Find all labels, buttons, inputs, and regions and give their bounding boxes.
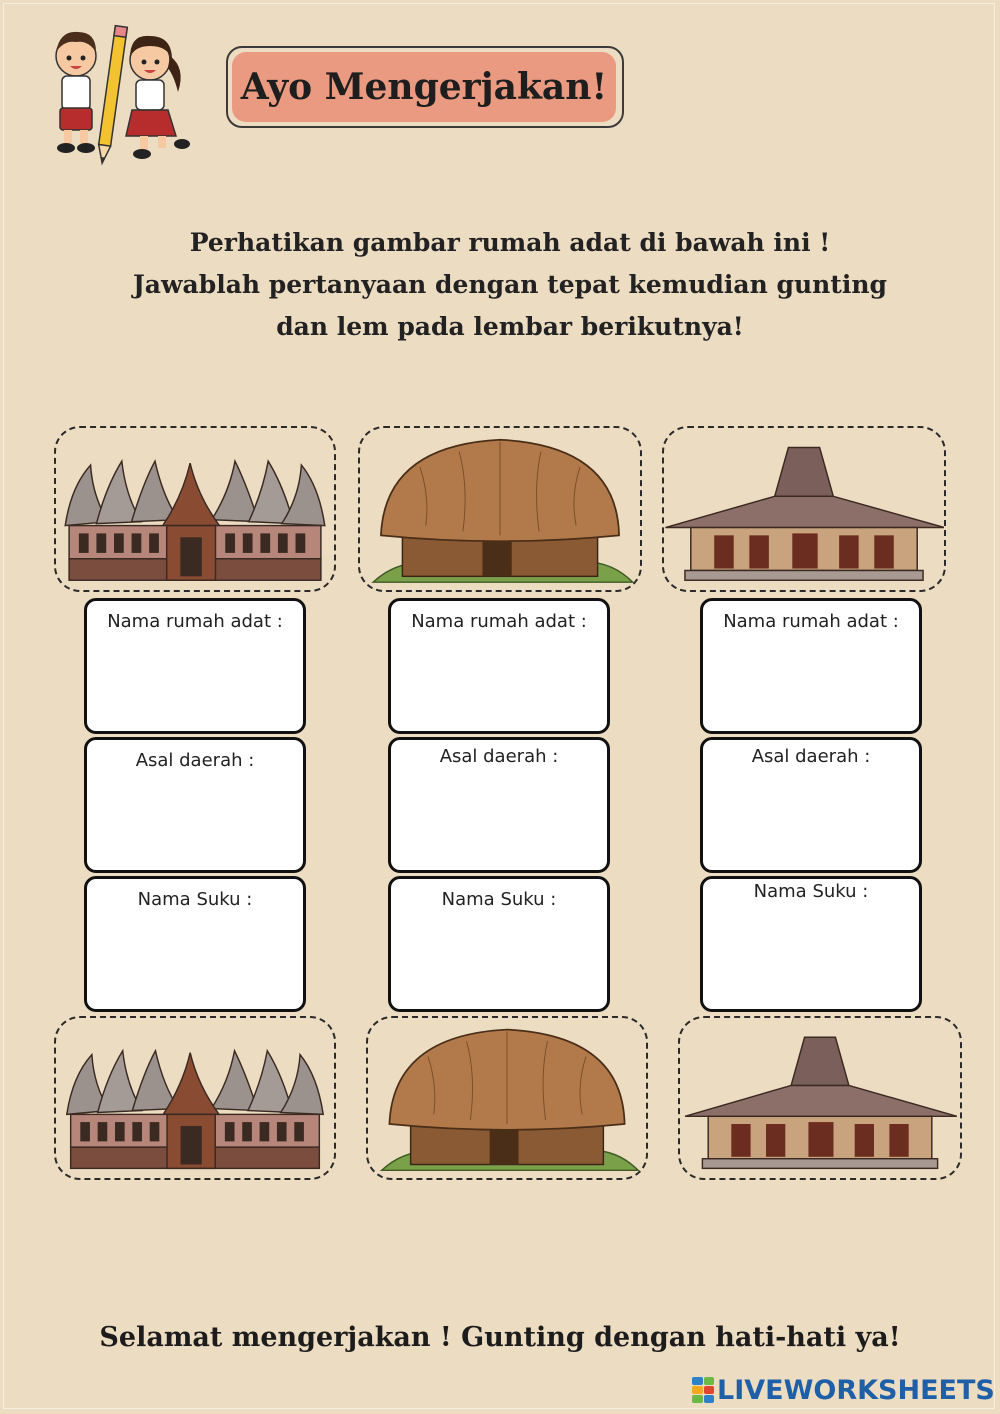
house-cutout-rumah-gadang xyxy=(54,1016,336,1180)
answer-label: Asal daerah : xyxy=(439,746,559,767)
answer-label: Asal daerah : xyxy=(751,746,871,767)
answer-label: Nama rumah adat : xyxy=(107,611,283,632)
page-title: Ayo Mengerjakan! xyxy=(232,52,616,122)
answer-label: Nama Suku : xyxy=(753,881,869,902)
house-cutout-joglo xyxy=(678,1016,962,1180)
rumah-gadang-icon xyxy=(56,428,334,590)
answer-label: Nama Suku : xyxy=(137,889,253,910)
instruction-line: Jawablah pertanyaan dengan tepat kemudian gunting xyxy=(132,270,888,299)
house-cutout-honai xyxy=(358,426,642,592)
answer-label: Nama rumah adat : xyxy=(723,611,899,632)
liveworksheets-logo[interactable] xyxy=(692,1374,995,1406)
liveworksheets-wordmark: LIVEWORKSHEETS xyxy=(717,1374,995,1406)
answer-label: Nama rumah adat : xyxy=(411,611,587,632)
house-cutout-joglo xyxy=(662,426,946,592)
house-cutout-honai xyxy=(366,1016,648,1180)
kids-with-pencil-icon xyxy=(38,18,198,168)
answer-label: Asal daerah : xyxy=(135,750,255,771)
answer-box-nama-rumah-adat[interactable] xyxy=(84,598,306,734)
answer-box-nama-suku[interactable] xyxy=(388,876,610,1012)
answer-box-nama-rumah-adat[interactable] xyxy=(388,598,610,734)
instructions xyxy=(100,222,920,348)
answer-label: Nama Suku : xyxy=(441,889,557,910)
instruction-line: Perhatikan gambar rumah adat di bawah ini ! xyxy=(189,228,831,257)
liveworksheets-grid-icon xyxy=(692,1377,714,1403)
answer-box-asal-daerah[interactable] xyxy=(388,737,610,873)
honai-icon xyxy=(360,428,640,590)
instruction-line: dan lem pada lembar berikutnya! xyxy=(276,312,744,341)
joglo-icon xyxy=(664,428,944,590)
rumah-gadang-icon xyxy=(56,1018,334,1178)
answer-box-asal-daerah[interactable] xyxy=(700,737,922,873)
answer-box-asal-daerah[interactable] xyxy=(84,737,306,873)
honai-icon xyxy=(368,1018,646,1178)
answer-box-nama-suku[interactable] xyxy=(700,876,922,1012)
answer-box-nama-rumah-adat[interactable] xyxy=(700,598,922,734)
answer-box-nama-suku[interactable] xyxy=(84,876,306,1012)
joglo-icon xyxy=(680,1018,960,1178)
footer-message: Selamat mengerjakan ! Gunting dengan hati-hati ya! xyxy=(99,1322,901,1353)
house-cutout-rumah-gadang xyxy=(54,426,336,592)
